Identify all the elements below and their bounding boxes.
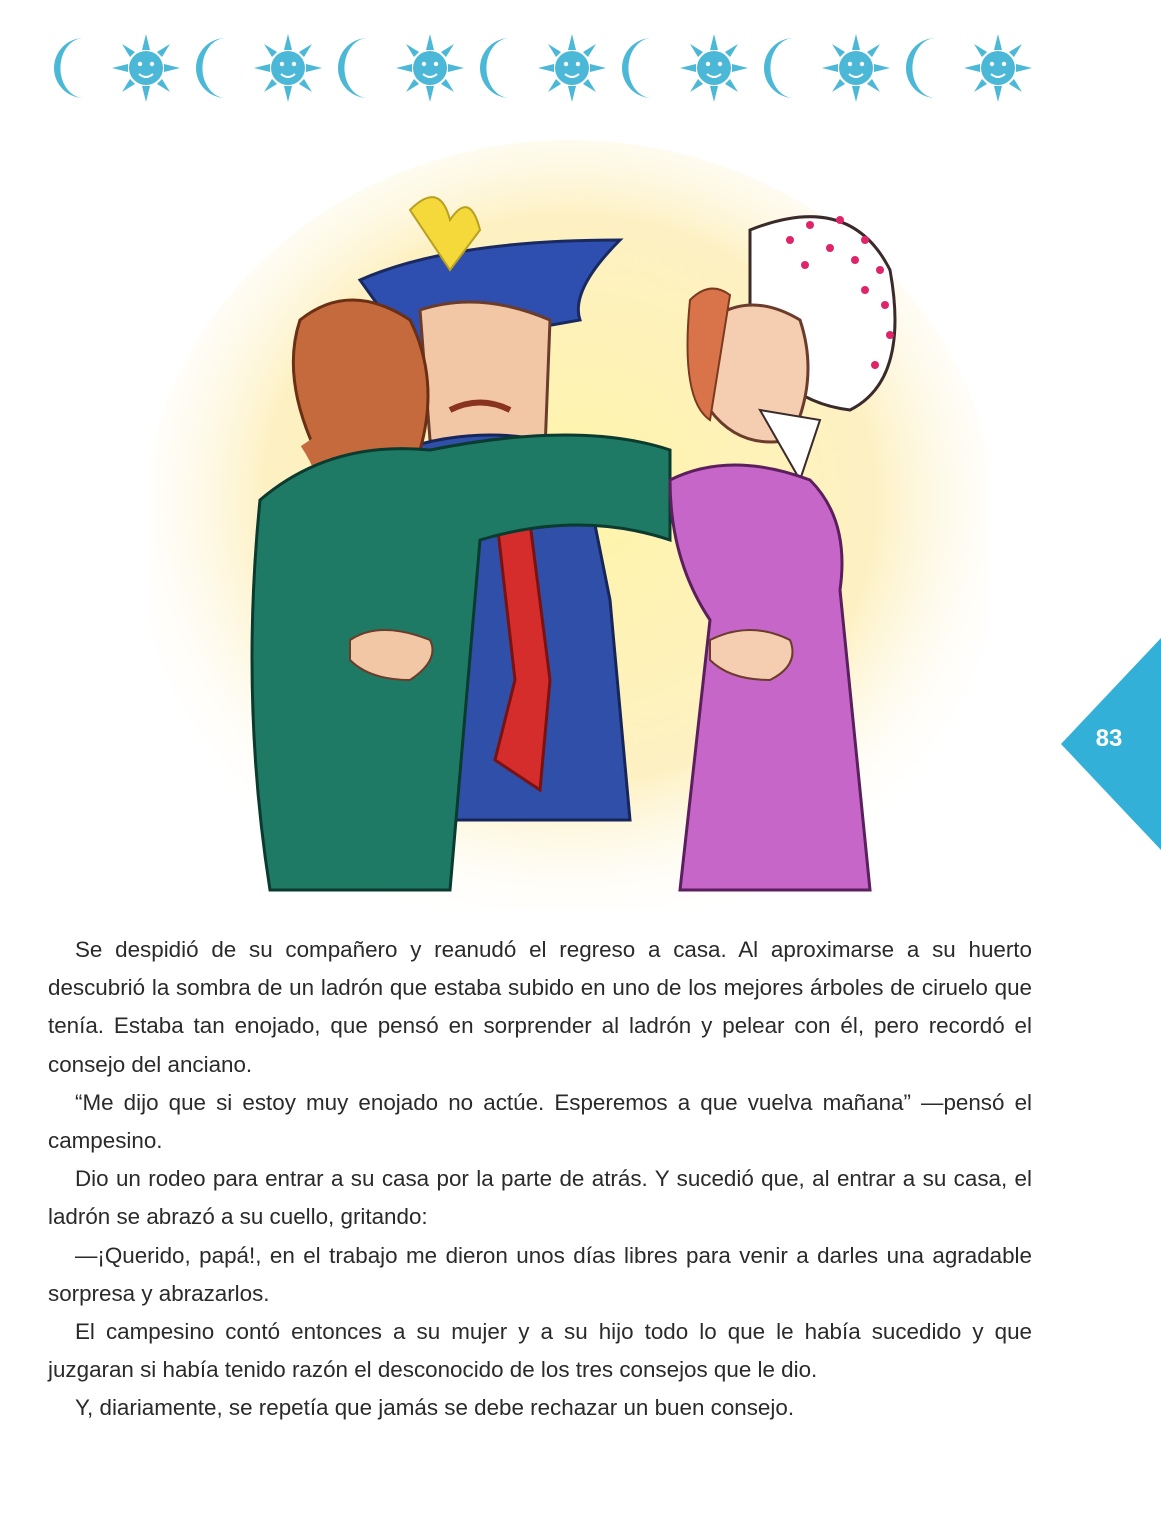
story-paragraph: Dio un rodeo para entrar a su casa por la parte de atrás. Y sucedió que, al entrar a su casa, el ladrón se abrazó a su cuello, gritando:	[48, 1166, 1032, 1230]
moon-icon	[750, 32, 822, 104]
story-paragraph: El campesino contó entonces a su mujer y a su hijo todo lo que le había sucedido y que juzgaran si había tenido razón el desconocido de los tres consejos que le dio.	[48, 1319, 1032, 1383]
moon-icon	[40, 32, 112, 104]
sun-icon	[536, 32, 608, 104]
sun-icon	[820, 32, 892, 104]
story-paragraph: “Me dijo que si estoy muy enojado no actúe. Esperemos a que vuelva mañana” —pensó el campesino.	[48, 1089, 1032, 1154]
sun-icon	[394, 32, 466, 104]
story-paragraph: Y, diariamente, se repetía que jamás se debe rechazar un buen consejo.	[75, 1395, 795, 1421]
sun-icon	[110, 32, 182, 104]
sun-icon	[252, 32, 324, 104]
moon-icon	[608, 32, 680, 104]
page-number: 83	[1095, 725, 1123, 752]
sun-icon	[962, 32, 1034, 104]
moon-icon	[892, 32, 964, 104]
story-paragraph: —¡Querido, papá!, en el trabajo me dieron unos días libres para venir a darles una agradable sorpresa y abrazarlos.	[48, 1242, 1032, 1306]
moon-icon	[182, 32, 254, 104]
sun-icon	[678, 32, 750, 104]
family-embrace-illustration	[150, 120, 990, 910]
story-text	[48, 931, 1032, 1428]
story-paragraph: Se despidió de su compañero y reanudó el regreso a casa. Al aproximarse a su huerto descubrió la sombra de un ladrón que estaba subido en uno de los mejores árboles de ciruelo que tenía. Estaba tan enojado, que pensó en sorprender al ladrón y pelear con él, pero recordó el consejo del anciano.	[48, 937, 1032, 1077]
moon-icon	[466, 32, 538, 104]
moon-icon	[324, 32, 396, 104]
moon-sun-border	[40, 32, 1040, 104]
